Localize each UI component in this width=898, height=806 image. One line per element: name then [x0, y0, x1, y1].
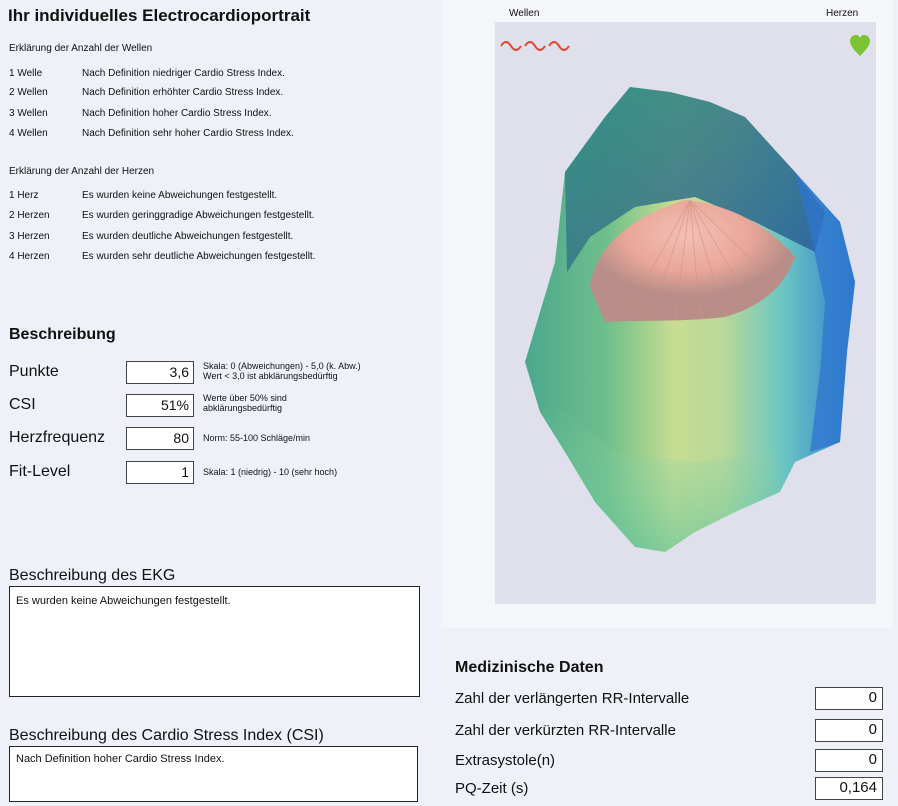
waves-label: Wellen: [509, 8, 540, 19]
medical-label-extrasystole: Extrasystole(n): [455, 752, 556, 769]
electrocardioportrait-image: [495, 22, 876, 604]
waves-heading: Erklärung der Anzahl der Wellen: [9, 43, 153, 54]
beschreibung-heading: Beschreibung: [9, 326, 116, 343]
punkte-note-line2: Wert < 3,0 ist abklärungsbedürftig: [203, 371, 338, 381]
medical-value-rr-long: 0: [815, 687, 883, 710]
csi-value: 51%: [126, 394, 194, 417]
waves-text: Nach Definition hoher Cardio Stress Index.: [82, 108, 272, 119]
hearts-label: Herzen: [826, 8, 859, 19]
wave-icon: [525, 42, 545, 50]
medical-label-rr-short: Zahl der verkürzten RR-Intervalle: [455, 722, 676, 739]
wave-icon: [501, 42, 521, 50]
medical-label-pq: PQ-Zeit (s): [455, 780, 529, 797]
punkte-label: Punkte: [9, 363, 59, 380]
csi-description: Nach Definition hoher Cardio Stress Index.: [9, 746, 418, 802]
herzfrequenz-label: Herzfrequenz: [9, 429, 106, 446]
hearts-key: 3 Herzen: [9, 231, 50, 242]
medical-value-extrasystole: 0: [815, 749, 883, 772]
medical-label-rr-long: Zahl der verlängerten RR-Intervalle: [455, 690, 690, 707]
waves-text: Nach Definition sehr hoher Cardio Stress Index.: [82, 128, 294, 139]
csi-description-label: Beschreibung des Cardio Stress Index (CSI): [9, 727, 324, 744]
fit-level-label: Fit-Level: [9, 463, 71, 480]
page-title: Ihr individuelles Electrocardioportrait: [8, 6, 311, 25]
hearts-text: Es wurden geringgradige Abweichungen festgestellt.: [82, 210, 315, 221]
punkte-note-line1: Skala: 0 (Abweichungen) - 5,0 (k. Abw.): [203, 361, 361, 371]
wave-icon: [549, 42, 569, 50]
csi-note-line1: Werte über 50% sind: [203, 393, 287, 403]
wave-icons: [501, 42, 569, 50]
fit-level-value: 1: [126, 461, 194, 484]
herzfrequenz-note: Norm: 55-100 Schläge/min: [203, 433, 311, 443]
herzfrequenz-value: 80: [126, 427, 194, 450]
waves-key: 4 Wellen: [9, 128, 48, 139]
waves-key: 3 Wellen: [9, 108, 48, 119]
punkte-value: 3,6: [126, 361, 194, 384]
hearts-text: Es wurden sehr deutliche Abweichungen festgestellt.: [82, 251, 316, 262]
waves-text: Nach Definition niedriger Cardio Stress Index.: [82, 68, 285, 79]
medical-value-rr-short: 0: [815, 719, 883, 742]
heart-icon: [850, 35, 870, 56]
medical-value-pq: 0,164: [815, 777, 883, 800]
portrait-svg: [495, 22, 876, 604]
waves-text: Nach Definition erhöhter Cardio Stress Index.: [82, 87, 284, 98]
ekg-description: Es wurden keine Abweichungen festgestellt.: [9, 586, 420, 697]
hearts-heading: Erklärung der Anzahl der Herzen: [9, 166, 155, 177]
medical-heading: Medizinische Daten: [455, 659, 604, 676]
hearts-key: 4 Herzen: [9, 251, 50, 262]
ekg-label: Beschreibung des EKG: [9, 567, 176, 584]
punkte-note: [203, 361, 361, 381]
hearts-text: Es wurden deutliche Abweichungen festgestellt.: [82, 231, 294, 242]
csi-note: [203, 393, 287, 413]
csi-label: CSI: [9, 396, 36, 413]
hearts-key: 2 Herzen: [9, 210, 50, 221]
waves-key: 1 Welle: [9, 68, 43, 79]
csi-note-line2: abklärungsbedürftig: [203, 403, 283, 413]
waves-key: 2 Wellen: [9, 87, 48, 98]
fit-level-note: Skala: 1 (niedrig) - 10 (sehr hoch): [203, 467, 338, 477]
hearts-text: Es wurden keine Abweichungen festgestellt.: [82, 190, 278, 201]
hearts-key: 1 Herz: [9, 190, 39, 201]
